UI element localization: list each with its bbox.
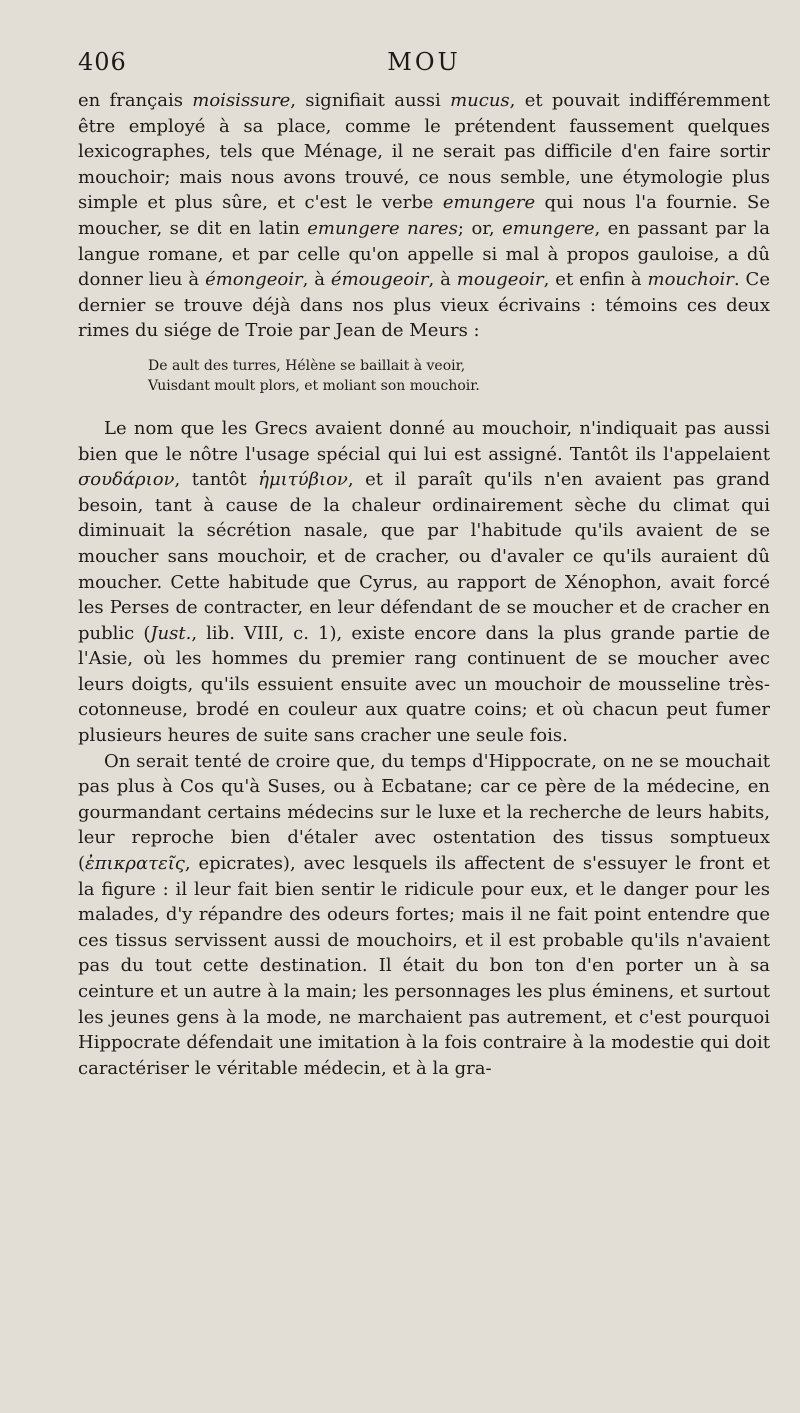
verse-line: Vuisdant moult plors, et moliant son mouchoir. xyxy=(148,377,480,394)
paragraph-3: On serait tenté de croire que, du temps d'Hippocrate, on ne se mouchait pas plus à Cos qu'à Suses, ou à Ecbatane; car ce père de la médecine, en gourmandant certains médecins sur le luxe et la recherche de leurs habits, leur reproche bien d'étaler avec ostentation des tissus somptueux (ἐπικρατεῖς, epicrates), avec lesquels ils affectent de s'essuyer le front et la figure : il leur fait bien sentir le ridicule pour eux, et le danger pour les malades, d'y répandre des odeurs fortes; mais il ne fait point entendre que ces tissus servissent aussi de mouchoirs, et il est probable qu'ils n'avaient pas du tout cette destination. Il était du bon ton d'en porter un à sa ceinture et un autre à la main; les personnages les plus éminens, et surtout les jeunes gens à la mode, ne marchaient pas autrement, et c'est pourquoi Hippocrate défendait une imitation à la fois contraire à la modestie qui doit caractériser le véritable médecin, et à la gra- xyxy=(78,750,770,1079)
page-header xyxy=(78,48,770,88)
verse-quotation xyxy=(148,356,770,396)
page-number: 406 xyxy=(78,48,127,76)
page-text xyxy=(78,88,770,1081)
paragraph-2: Le nom que les Grecs avaient donné au mouchoir, n'indiquait pas aussi bien que le nôtre l'usage spécial qui lui est assigné. Tantôt ils l'appelaient σουδάριον, tantôt ἡμιτύβιον, et il paraît qu'ils n'en avaient pas grand besoin, tant à cause de la chaleur ordinairement sèche du climat qui diminuait la sécrétion nasale, que par l'habitude qu'ils avaient de se moucher sans mouchoir, et de cracher, ou d'avaler ce qu'ils auraient dû moucher. Cette habitude que Cyrus, au rapport de Xénophon, avait forcé les Perses de contracter, en leur défendant de se moucher et de cracher en public (Just., lib. VIII, c. 1), existe encore dans la plus grande partie de l'Asie, où les hommes du premier rang continuent de se moucher avec leurs doigts, qu'ils essuient ensuite avec un mouchoir de mousseline très-cotonneuse, brodé en couleur aux quatre coins; et où chacun peut fumer plusieurs heures de suite sans cracher une seule fois. xyxy=(78,417,770,747)
paragraph-1: en français moisissure, signifiait aussi mucus, et pouvait indifféremment être employé à sa place, comme le prétendent faussement quelques lexicographes, tels que Ménage, il ne serait pas difficile d'en faire sortir mouchoir; mais nous avons trouvé, ce nous semble, une étymologie plus simple et plus sûre, et c'est le verbe emungere qui nous l'a fournie. Se moucher, se dit en latin emungere nares; or, emungere, en passant par la langue romane, et par celle qu'on appelle si mal à propos gauloise, a dû donner lieu à émongeoir, à émougeoir, à mougeoir, et enfin à mouchoir. Ce dernier se trouve déjà dans nos plus vieux écrivains : témoins ces deux rimes du siége de Troie par Jean de Meurs : xyxy=(78,90,770,342)
running-head: MOU xyxy=(387,48,461,76)
verse-line: De ault des turres, Hélène se baillait à veoir, xyxy=(148,357,466,374)
